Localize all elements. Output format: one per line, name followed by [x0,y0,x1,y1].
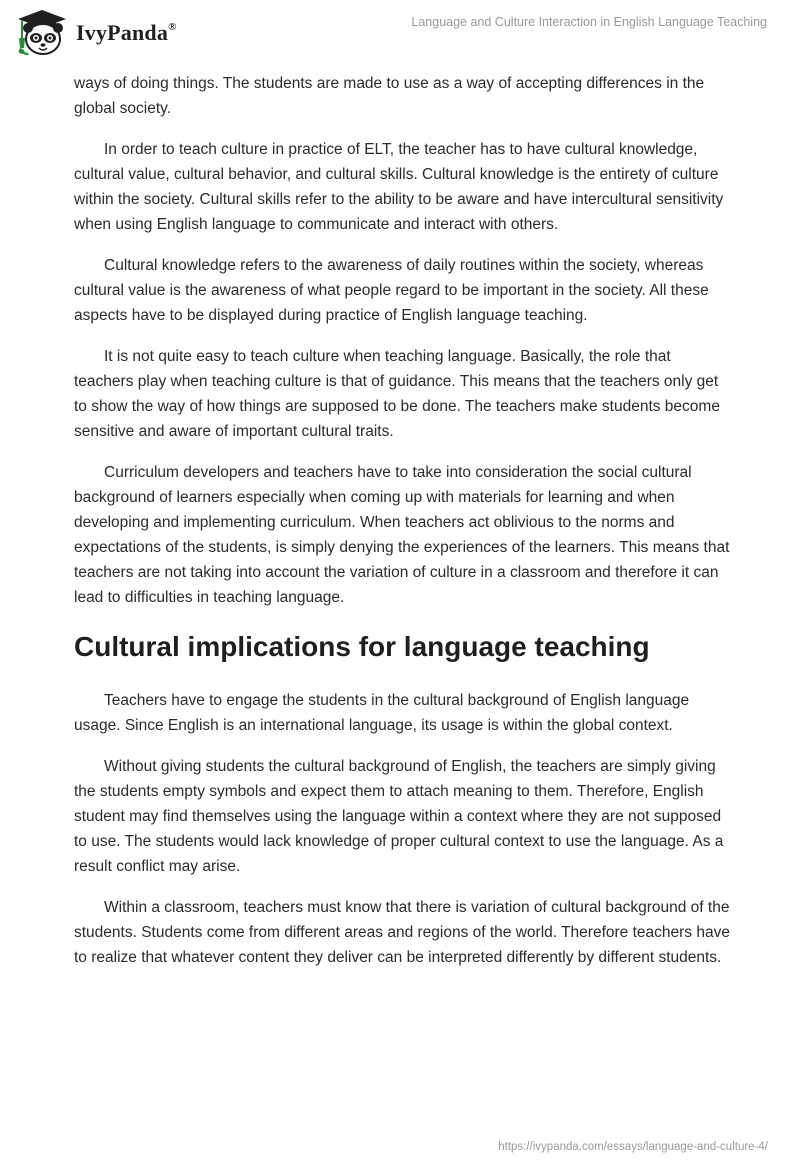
paragraph: Cultural knowledge refers to the awareness of daily routines within the society, whereas cultural value is the awareness of what people regard to be important in the society. All these aspects have to be displayed during practice of English language teaching. [74,257,709,324]
paragraph: In order to teach culture in practice of ELT, the teacher has to have cultural knowledge, cultural value, cultural behavior, and cultural skills. Cultural knowledge is the entirety of culture within the society. Cultural skills refer to the ability to be aware and have intercultural sensitivity when using English language to communicate and interact with others. [74,141,724,233]
paragraph: ways of doing things. The students are made to use as a way of accepting differences in the global society. [74,75,705,117]
paragraph: Teachers have to engage the students in the cultural background of English language usage. Since English is an international language, its usage is within the global context. [74,692,690,734]
source-url[interactable]: https://ivypanda.com/essays/language-and-culture-4/ [498,1141,768,1153]
section-heading: Cultural implications for language teaching [74,631,650,662]
paragraph: Within a classroom, teachers must know that there is variation of cultural background of the students. Students come from different areas and regions of the world. Therefore teachers have to realize that whatever content they deliver can be interpreted differently by different students. [74,899,730,966]
logo-name: IvyPanda [76,20,169,45]
ivypanda-logo[interactable] [14,8,177,56]
logo-text [76,20,177,46]
paragraph: Without giving students the cultural background of English, the teachers are simply giving the students empty symbols and expect them to attach meaning to them. Therefore, English student may find themselves using the language within a context where they are not supposed to use. The students would lack knowledge of proper cultural context to use the language. As a result conflict may arise. [74,758,724,875]
panda-graduate-icon [14,8,70,56]
essay-content [74,71,734,986]
paragraph: Curriculum developers and teachers have to take into consideration the social cultural background of learners especially when coming up with materials for learning and when developing and implementing curriculum. When teachers act oblivious to the norms and expectations of the students, is simply denying the experiences of the learners. This means that teachers are not taking into account the variation of culture in a classroom and therefore it can lead to difficulties in teaching language. [74,464,730,606]
logo-registered-mark: ® [168,20,177,33]
paragraph: It is not quite easy to teach culture when teaching language. Basically, the role that teachers play when teaching culture is that of guidance. This means that the teachers only get to show the way of how things are supposed to be done. The teachers make students become sensitive and aware of important cultural traits. [74,348,720,440]
page-header [0,0,800,62]
document-title: Language and Culture Interaction in English Language Teaching [411,15,767,29]
